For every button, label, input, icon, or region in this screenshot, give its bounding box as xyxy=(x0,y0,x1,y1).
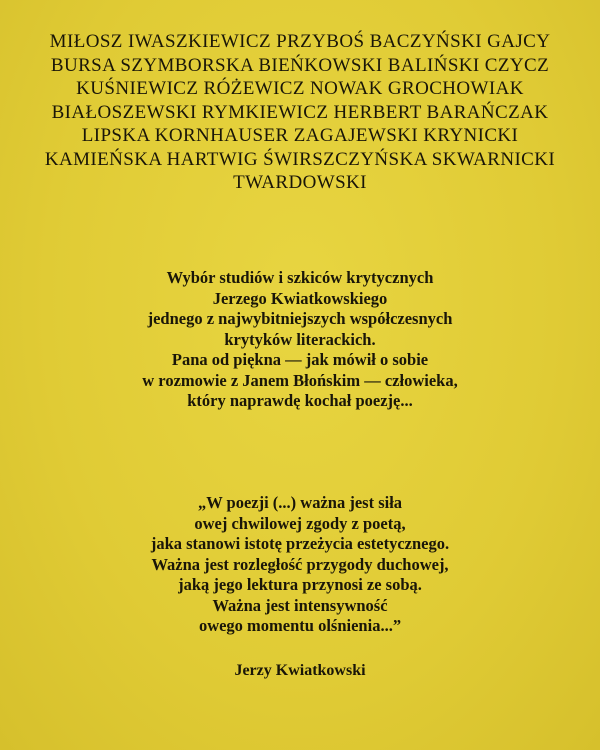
author-list xyxy=(0,30,600,195)
author-list-line: BURSA SZYMBORSKA BIEŃKOWSKI BALIŃSKI CZYCZ xyxy=(50,54,550,76)
author-list-line: KAMIEŃSKA HARTWIG ŚWIRSZCZYŃSKA SKWARNICKI xyxy=(44,148,556,170)
author-list-line: BIAŁOSZEWSKI RYMKIEWICZ HERBERT BARAŃCZAK xyxy=(51,101,549,123)
description-line: Pana od piękna — jak mówił o sobie xyxy=(171,350,429,369)
quotation-line: „W poezji (...) ważna jest siła xyxy=(197,493,403,512)
quotation-line: jaką jego lektura przynosi ze sobą. xyxy=(178,575,422,594)
quotation-line: owej chwilowej zgody z poetą, xyxy=(194,513,406,533)
book-description xyxy=(0,268,600,412)
description-line: krytyków literackich. xyxy=(224,329,376,349)
quotation-line: Ważna jest rozległość przygody duchowej, xyxy=(151,554,449,574)
description-line: który naprawdę kochał poezję... xyxy=(187,391,413,410)
quotation xyxy=(0,493,600,637)
author-list-line: LIPSKA KORNHAUSER ZAGAJEWSKI KRYNICKI xyxy=(81,125,519,146)
quotation-line: owego momentu olśnienia...” xyxy=(198,616,402,635)
author-list-line: TWARDOWSKI xyxy=(233,172,367,193)
description-line: Wybór studiów i szkiców krytycznych xyxy=(166,268,434,287)
author-list-line: MIŁOSZ IWASZKIEWICZ PRZYBOŚ BACZYŃSKI GAJCY xyxy=(49,31,551,52)
description-line: jednego z najwybitniejszych współczesnych xyxy=(147,309,453,328)
description-line: w rozmowie z Janem Błońskim — człowieka, xyxy=(142,370,458,390)
quotation-line: Ważna jest intensywność xyxy=(212,595,388,615)
quotation-line: jaka stanowi istotę przeżycia estetycznego. xyxy=(150,534,450,553)
quotation-author: Jerzy Kwiatkowski xyxy=(234,662,366,679)
author-list-line: KUŚNIEWICZ RÓŻEWICZ NOWAK GROCHOWIAK xyxy=(76,78,524,99)
description-line: Jerzego Kwiatkowskiego xyxy=(212,288,388,308)
